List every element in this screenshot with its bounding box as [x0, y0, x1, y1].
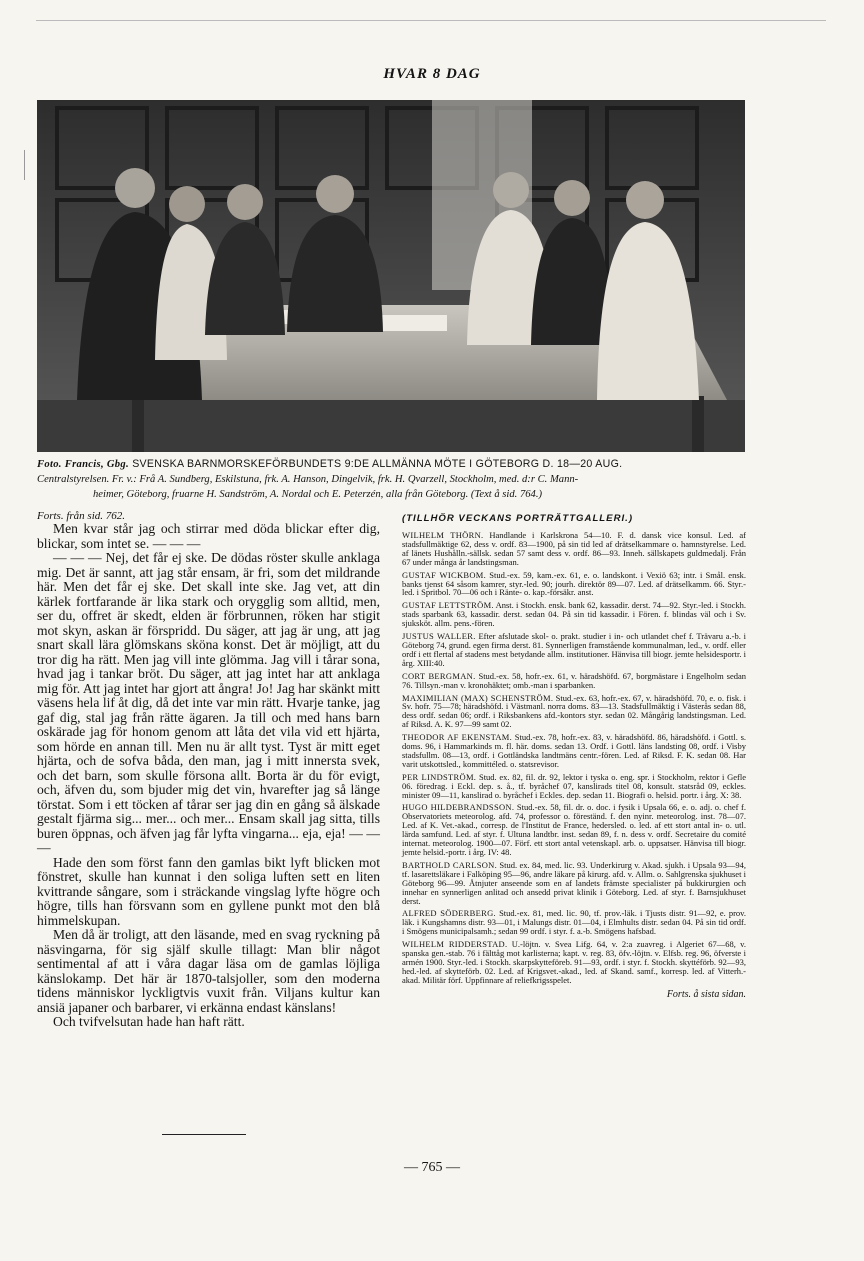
page-header: HVAR 8 DAG	[383, 66, 481, 82]
story-paragraph: Och tvifvelsutan hade han haft rätt.	[53, 1014, 245, 1029]
biography-text: Efter afslutade skol- o. prakt. studier i in- och utlandet chef f. Trävaru a.-b. i Göteborg 74, grund. egen firma derst. 81. Synnerligen framstående kommunalman, led., v. ordf. eller ordf i ett flertal af stadens mest betydande allm. institutioner. Hänvisa till biogr. jemte helsidesportr. i årg. XIII:40.	[402, 631, 747, 668]
biography-name: ALFRED SÖDERBERG.	[402, 908, 496, 919]
biography-text: U.-löjtn. v. Svea Lifg. 64, v. 2:a zuavreg. i Algeriet 67—68, v. spanska gen.-stab. 76 i fälttåg mot karlisterna; kapt. v. reg. 83, öfv.-löjtn. v. Elfsb. reg. 96, öfverste i armén 1900. Styr.-led. i Stockh. skarpskytteföreb. 91—93, ordf. i styr. f. Stockh. skyttéförb. 92—93, hed.-led. af skytteförb. 02. Led. af Krigsvet.-akad., led. af Skand. samf., korresp. led. af Vitterh.-akad. Militär förf. Uppfinnare af reliefkrigsspelet.	[402, 939, 747, 985]
biography-name: THEODOR AF EKENSTAM.	[402, 732, 513, 743]
gallery-heading: (TILLHÖR VECKANS PORTRÄTTGALLERI.)	[402, 513, 634, 524]
biography-entry	[402, 632, 746, 668]
story-paragraph: Hade den som först fann den gamlas bikt lyft blicken mot fönstret, skulle han kunnat i den soliga luften sett en liten kvittrande sångare, som i sträckande vingslag lyfte högre och högre, tills han försvann som en gyllene punkt mot den blå himmelskupan.	[37, 854, 380, 928]
biography-text: Stud. ex. 82, fil. dr. 92, lektor i tyska o. eng. spr. i Stockholm, rektor i Gefle 06. föredrag. i Eckl. dep. s. å., tf. byråchef 07, kanslirads titel 08, konsult. statsråd 09, eckles. minister 09—11, kanslirad o. byråchef i Eckles. dep. sedan 11. Biografi o. helsid. portr. i årg. X: 38.	[402, 771, 746, 800]
biography-text: Stud. ex. 84, med. lic. 93. Underkirurg v. Akad. sjukh. i Upsala 93—94, tf. lasarettsläkare i Falköping 95—96, andre läkare på kirurg. afd. v. Allm. o. Sahlgrenska sjukhuset i Göteborg 96—99. Åtnjuter anseende som en af landets främste specialister på bukkirurgien och innehar en synnerligen anlitad och ansedd privat klinik i Göteborg. Led. af styr. f. Barnsjukhuset derst.	[402, 859, 746, 906]
biography-text: Stud.-ex. 59, kam.-ex. 61, e. o. landskont. i Vexiö 63; intr. i Smål. ensk. banks tjenst 64 såsom kamrer, styr.-led. 90; jourh. direktör 89—07. Led. af drätselkamm. 66. Styr.-led. i Spritbol. 70—06 och i Ränte- o. kap.-försäkr. anst.	[402, 569, 746, 598]
group-photo	[37, 100, 745, 452]
biography-entry	[402, 672, 746, 690]
biography-entry	[402, 773, 746, 800]
biography-name: CORT BERGMAN.	[402, 670, 476, 681]
biography-name: GUSTAF WICKBOM.	[402, 569, 487, 580]
biography-text: Handlande i Karlskrona 54—10. F. d. dansk vice konsul. Led. af stadsfullmäktige 62, dess v. ordf. 83—1900, på sin tid led af drätselkammare o. hamnstyrelse. Led. af länets Hushålln.-sällsk. sedan 57 samt dess v. ordf. 86—93. Inneh. sällskapets guldmedalj. Från 67 under många år landstingsman.	[402, 530, 747, 567]
biography-entry	[402, 733, 746, 769]
margin-mark	[24, 150, 25, 180]
group-photo-illustration	[37, 100, 745, 452]
caption-line-2: Centralstyrelsen. Fr. v.: Frå A. Sundberg, Eskilstuna, frk. A. Hanson, Dingelvik, frk. H. Qvarzell, Stockholm, med. d:r C. Mann-	[37, 474, 579, 485]
biography-entry	[402, 940, 746, 985]
continued-from: Forts. från sid. 762.	[37, 510, 126, 522]
biography-text: Stud.-ex. 58, fil. dr. o. doc. i fysik i Upsala 66, e. o. adj. o. chef f. Observatoriets meteorolog. afd. 74, professor o. föreständ. f. den nyinr. meteorolog. inst. 78—07. Led. af K. Vet.-akad., corresp. de l'Institut de France, hedersled. o. led. af ett stort antal in- o. utl. lärda samfund. Led. af styr. f. Ultuna landtbr. inst. sedan 89, f. n. dess v. ordf. Secretaire du comité internat. meteorolog. 1900—07. Förf. ett stort antal vetenskapl. arb. o. uppsatser. Hänvisa till biogr. jemte helsid.-portr. i årg. IV: 48.	[402, 802, 747, 857]
biography-entry	[402, 694, 746, 730]
biography-name: JUSTUS WALLER.	[402, 631, 476, 642]
photo-credit: Foto. Francis, Gbg.	[37, 459, 129, 470]
biography-text: Anst. i Stockh. ensk. bank 62, kassadir. derst. 74—92. Styr.-led. i Stockh. stads sparbank 63, kassadir. derst. sedan 04. På sin tid kassadir. i Fören. f. blindas väl och i Sv. sjuksköt. allm. pens.-fören.	[402, 600, 746, 629]
photo-caption	[37, 457, 747, 502]
biography-text: Stud.-ex. 58, hofr.-ex. 61, v. häradshöfd. 67, borgmästare i Engelholm sedan 76. Tillsyn.-man v. kronohäktet; omb.-man i sparbanken.	[402, 670, 746, 690]
biography-entry	[402, 601, 746, 628]
biography-entry	[402, 861, 746, 906]
biography-name: WILHELM THÖRN.	[402, 530, 484, 540]
story-paragraph: Men då är troligt, att den läsande, med en svag ryckning på näsvingarna, för sig själf skulle tillagt: Man blir något sentimental af att i våra dagar läsa om de gamlas löjliga känslokamp. Det här är 1870-talsjoller, som den moderna tidens människor lyckligtvis vuxit från. Viljans kultur kan ansiä japaner och barbarer, vi erkänna endast känslans!	[37, 927, 380, 1015]
story-end-rule	[162, 1134, 246, 1135]
biography-entry	[402, 909, 746, 936]
story-paragraph: Men kvar står jag och stirrar med döda blickar efter dig, blickar, som intet se. — — —	[37, 521, 380, 551]
biography-text: Stud.-ex. 78, hofr.-ex. 83, v. häradshöfd. 86, häradshöfd. i Gottl. s. doms. 96, i Hammarkinds m. fl. här. doms. sedan 13. Ordf. i Gottl. läns landsting 08, ordf. i Visby stadsfullm. 08—13, ordf. i Gottländska landtmäns centr.-fören. Led. af Riksd. F. K. sedan 08. Har varit utskottsled., kommittéled. o. statsrevisor.	[402, 732, 747, 769]
biography-name: HUGO HILDEBRANDSSON.	[402, 802, 515, 813]
biography-name: BARTHOLD CARLSON.	[402, 859, 498, 870]
biography-name: PER LINDSTRÖM.	[402, 771, 477, 782]
caption-line-3: heimer, Göteborg, fruarne H. Sandström, A. Nordal och E. Peterzén, alla från Göteborg. (Text å sid. 764.)	[93, 489, 543, 500]
page-number: — 765 —	[404, 1160, 460, 1175]
biography-name: GUSTAF LETTSTRÖM.	[402, 600, 494, 611]
biography-entry	[402, 571, 746, 598]
portrait-gallery-column	[402, 513, 746, 1000]
continued-to: Forts. å sista sidan.	[666, 988, 746, 1000]
story-paragraph: — — — Nej, det får ej ske. De dödas röster skulle anklaga mig. Det är sannt, att jag står ensam, är fri, som det mildrande här. Men det får ej ske. Det skall inte ske. Jag vet, att din kärlek fortfarande är lika stark och orygglig som alltid, men, ser du, offret är skedt, elden är förbrunnen, röken har stigit mot skyn, askan är förspridd. Du säger, att jag är ung, att jag snart skall lära glömskans sköna konst. Det är möjligt, att du tror dig ha rätt. Men jag vill inte glömma. Jag vill i tårar sona, hvad jag i tankar bröt. Du säger, att jag intet har att anklaga mig för. Att jag intet har gjort att ångra! Jo! Jag har skänkt mitt väsens hela lif åt dig, då det inte var min rätt. Hvarje tanke, jag gaf dig, stal jag från rätte ägaren. Ja till och med hans barn oskärade jag för honom genom att låta det vila vid ett hjärta, som hörde en annan till. Men nu är allt tyst. Tyst är mitt eget hjärta, och de sofva båda, den man, jag i mitt innersta svek, och det barn, som skulle försona allt. Borta är du för evigt, och, äfven du, som bjuder mig det vin, hvarefter jag så länge törstat. Som i ett töcken af tårar ser jag din en gång så älskade gestalt fjärma sig... mer... och mer... Ensam skall jag sitta, tills buren öppnas, och äfven jag får lyfta vingarna... eja, eja! — — —	[37, 550, 380, 855]
caption-line-1	[37, 457, 747, 472]
top-rule	[36, 20, 826, 21]
story-column	[37, 510, 380, 1030]
story-body	[37, 522, 380, 1030]
caption-title: SVENSKA BARNMORSKEFÖRBUNDETS 9:DE ALLMÄNNA MÖTE I GÖTEBORG D. 18—20 AUG.	[132, 458, 623, 470]
biography-text: Stud.-ex. 63, hofr.-ex. 67, v. häradshöfd. 70, e. o. fisk. i Sv. hofr. 75—78; häradshöfd. i Västmanl. norra doms. 83—13. Stadsfullmäktig i Västerås sedan 88, dess ordf. sedan 06; ordf. i Riksbankens afd.-kontors styr. sedan 02. Mångårig landstingsman. Led. af Riksd. A. K. 97—99 samt 02.	[402, 692, 746, 730]
biography-name: WILHELM RIDDERSTAD.	[402, 939, 508, 950]
biography-text: Stud.-ex. 81, med. lic. 90, tf. prov.-läk. i Tjusts distr. 91—92, e. prov. läk. i Kungshamns distr. 93—01, i Malungs distr. 01—04, i Elmhults distr. sedan 04. På sin tid ordf. i Smögens municipalsamh.; sedan 99 ordf. i styr. f. a.-b. Smögens hafsbad.	[402, 908, 746, 937]
biography-entry	[402, 531, 746, 567]
biography-entry	[402, 803, 746, 856]
biography-name: MAXIMILIAN (MAX) SCHENSTRÖM.	[402, 692, 554, 703]
